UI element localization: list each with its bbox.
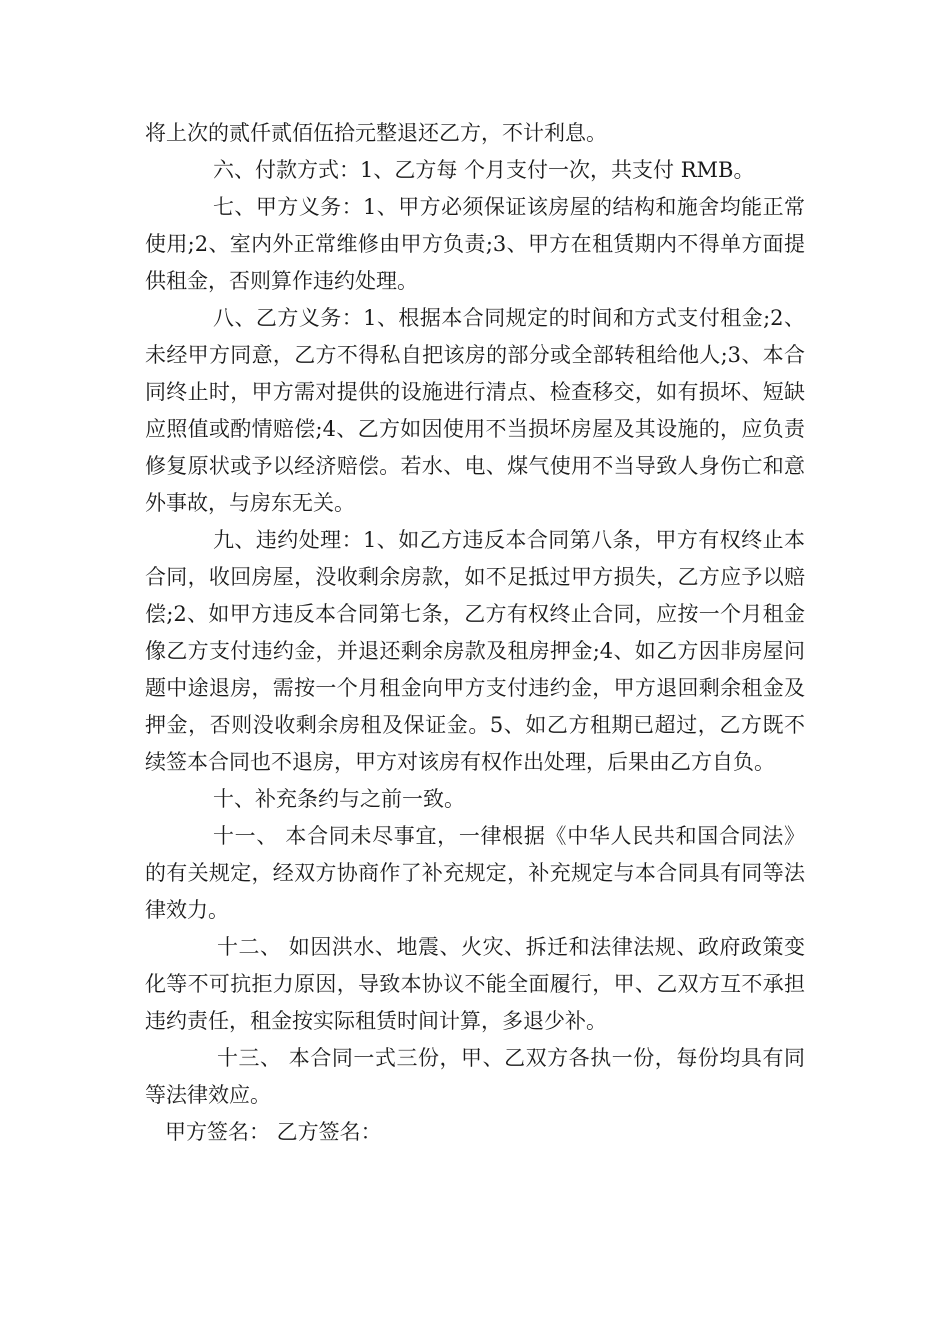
- paragraph-copies: 十三、 本合同一式三份，甲、乙双方各执一份，每份均具有同等法律效应。: [145, 1046, 805, 1107]
- paragraph-party-a-duties: 七、甲方义务：1、甲方必须保证该房屋的结构和施舍均能正常使用;2、室内外正常维修由甲方负责;3、甲方在租赁期内不得单方面提供租金，否则算作违约处理。: [145, 195, 805, 293]
- document-body: [145, 115, 805, 1151]
- paragraph-return-deposit: 将上次的贰仟贰佰伍拾元整退还乙方，不计利息。: [145, 121, 607, 145]
- paragraph-breach-handling: 九、违约处理：1、如乙方违反本合同第八条，甲方有权终止本合同，收回房屋，没收剩余房款，如不足抵过甲方损失，乙方应予以赔偿;2、如甲方违反本合同第七条，乙方有权终止合同，应按一个月租金像乙方支付违约金，并退还剩余房款及租房押金;4、如乙方因非房屋问题中途退房，需按一个月租金向甲方支付违约金，甲方退回剩余租金及押金，否则没收剩余房租及保证金。5、如乙方租期已超过，乙方既不续签本合同也不退房，甲方对该房有权作出处理，后果由乙方自负。: [145, 528, 805, 774]
- paragraph-unresolved-matters: 十一、 本合同未尽事宜，一律根据《中华人民共和国合同法》的有关规定，经双方协商作了补充规定，补充规定与本合同具有同等法律效力。: [145, 824, 805, 922]
- paragraph-party-b-duties: 八、乙方义务：1、根据本合同规定的时间和方式支付租金;2、未经甲方同意，乙方不得私自把该房的部分或全部转租给他人;3、本合同终止时，甲方需对提供的设施进行清点、检查移交，如有损坏、短缺应照值或酌情赔偿;4、乙方如因使用不当损坏房屋及其设施的，应负责修复原状或予以经济赔偿。若水、电、煤气使用不当导致人身伤亡和意外事故，与房东无关。: [145, 306, 805, 515]
- paragraph-payment-method: 六、付款方式：1、乙方每 个月支付一次，共支付 RMB。: [213, 158, 755, 182]
- paragraph-force-majeure: 十二、 如因洪水、地震、火灾、拆迁和法律法规、政府政策变化等不可抗拒力原因，导致本协议不能全面履行，甲、乙双方互不承担违约责任，租金按实际租赁时间计算，多退少补。: [145, 935, 805, 1033]
- paragraph-supplementary-terms: 十、补充条约与之前一致。: [213, 787, 465, 811]
- signature-line: 甲方签名： 乙方签名：: [165, 1120, 382, 1144]
